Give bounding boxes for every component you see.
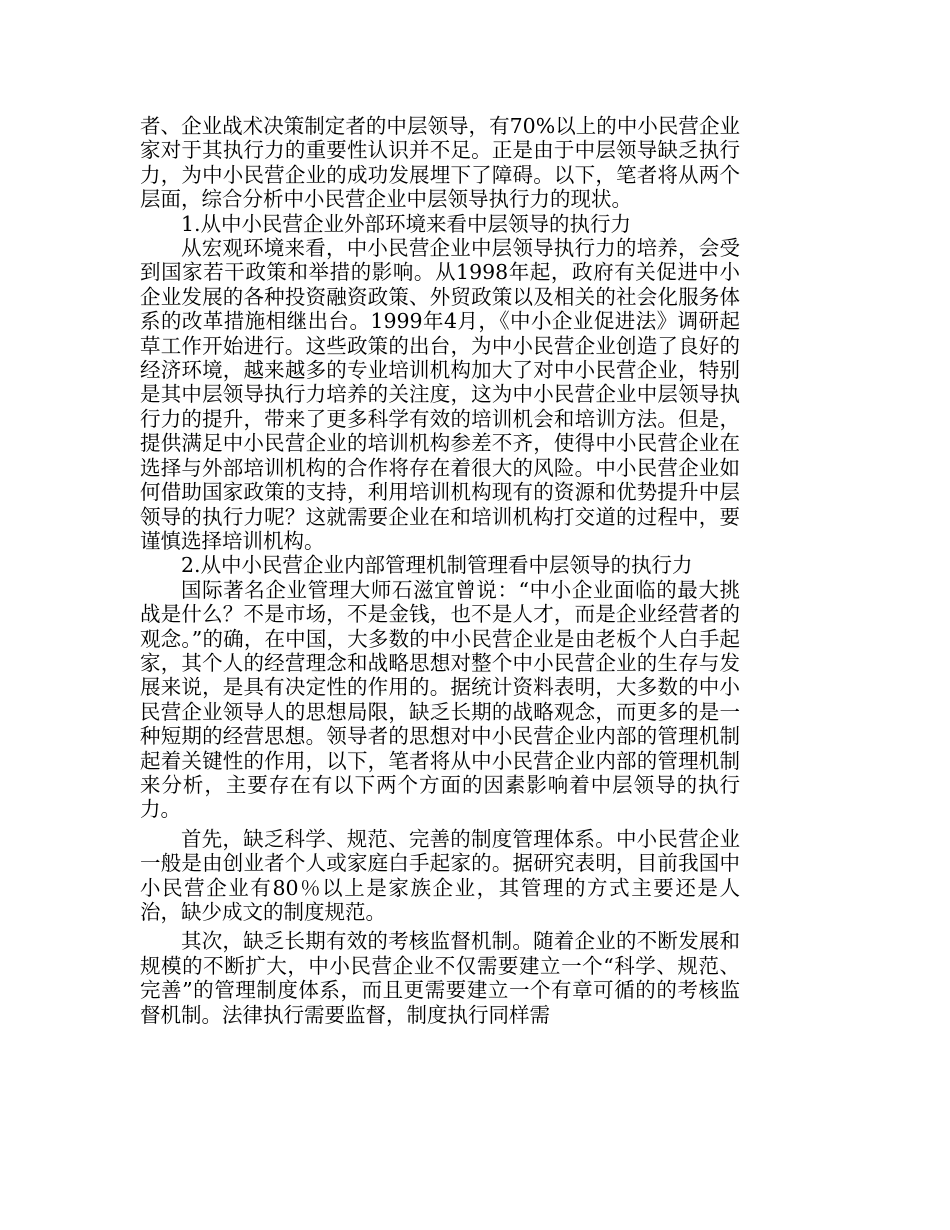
paragraph-second-factor: 其次，缺乏长期有效的考核监督机制。随着企业的不断发展和规模的不断扩大，中小民营企业不仅需要建立一个“科学、规范、完善”的管理制度体系，而且更需要建立一个有章可循的的考核监督机制。法律执行需要监督，制度执行同样需 (140, 929, 740, 1027)
paragraph-leadership-concept: 国际著名企业管理大师石滋宜曾说：“中小企业面临的最大挑战是什么？不是市场，不是金钱，也不是人才，而是企业经营者的观念。”的确，在中国，大多数的中小民营企业是由老板个人白手起家，其个人的经营理念和战略思想对整个中小民营企业的生存与发展来说，是具有决定性的作用的。据统计资料表明，大多数的中小民营企业领导人的思想局限，缺乏长期的战略观念，而更多的是一种短期的经营思想。领导者的思想对中小民营企业内部的管理机制起着关键性的作用，以下，笔者将从中小民营企业内部的管理机制来分析，主要存在有以下两个方面的因素影响着中层领导的执行力。 (140, 577, 740, 822)
section-heading-external-environment: 1.从中小民营企业外部环境来看中层领导的执行力 (181, 211, 632, 236)
section-heading-internal-management: 2.从中小民营企业内部管理机制管理看中层领导的执行力 (181, 553, 693, 578)
paragraph-first-factor: 首先，缺乏科学、规范、完善的制度管理体系。中小民营企业一般是由创业者个人或家庭白手起家的。据研究表明，目前我国中小民营企业有80％以上是家族企业，其管理的方式主要还是人治，缺少成文的制度规范。 (140, 826, 740, 924)
paragraph-macro-environment: 从宏观环境来看，中小民营企业中层领导执行力的培养，会受到国家若干政策和举措的影响。从1998年起，政府有关促进中小企业发展的各种投资融资政策、外贸政策以及相关的社会化服务体系的改革措施相继出台。1999年4月，《中小企业促进法》调研起草工作开始进行。这些政策的出台，为中小民营企业创造了良好的经济环境，越来越多的专业培训机构加大了对中小民营企业，特别是其中层领导执行力培养的关注度，这为中小民营企业中层领导执行力的提升，带来了更多科学有效的培训机会和培训方法。但是，提供满足中小民营企业的培训机构参差不齐，使得中小民营企业在选择与外部培训机构的合作将存在着很大的风险。中小民营企业如何借助国家政策的支持，利用培训机构现有的资源和优势提升中层领导的执行力呢？这就需要企业在和培训机构打交道的过程中，要谨慎选择培训机构。 (140, 236, 740, 553)
paragraph-intro-continuation: 者、企业战术决策制定者的中层领导，有70%以上的中小民营企业家对于其执行力的重要性认识并不足。正是由于中层领导缺乏执行力，为中小民营企业的成功发展埋下了障碍。以下，笔者将从两个层面，综合分析中小民营企业中层领导执行力的现状。 (140, 114, 740, 212)
article-body (140, 114, 740, 1027)
